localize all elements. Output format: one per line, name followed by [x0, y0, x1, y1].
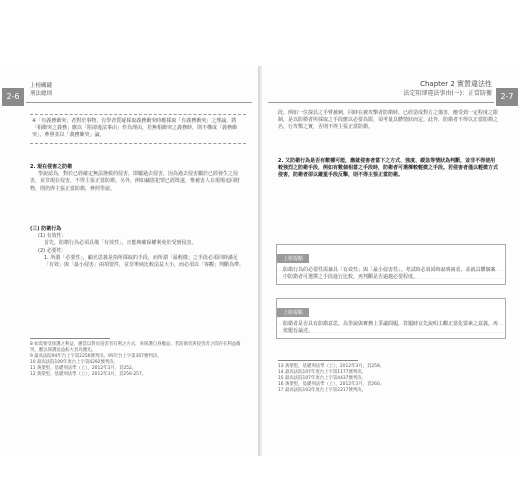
page-number-right: 2-7: [496, 88, 518, 106]
footnote: 9 最高法院94年台上字第2256號判決、95年台上字第307號判決。: [30, 354, 162, 359]
footnote: 10 最高法院100年度台上字第4292號判決。: [30, 360, 119, 365]
hint-title-2: 上榜提點: [277, 308, 309, 317]
header-left-line1: 上榜關鍵: [30, 83, 53, 89]
header-left-line2: 刑法總則: [30, 91, 53, 97]
footnote: 11 黃榮堅，基礎刑法學（上），2012年3月，頁252。: [30, 366, 137, 371]
hint-box-2: [276, 298, 506, 339]
footnote-rule-left: [30, 338, 110, 339]
footnote: 14 最高法院107年度台上字第1177號判決。: [278, 370, 367, 375]
left-page: [0, 66, 259, 456]
header-rule-right: [268, 102, 494, 103]
page-number-left: 2-6: [2, 88, 24, 106]
item-3-title: (三) 防衛行為: [30, 226, 62, 232]
header-right-line1: Chapter 2 實質違法性: [420, 80, 492, 88]
hint-body-1: 防衛行為的必要性需兼具「有效性」與「最小侵害性」，考試時必須同時說明兩者，並就具體個案中防衛者可選擇之手段進行比較，再判斷是否逾越必要程度。: [277, 264, 505, 284]
running-header-right: [403, 80, 492, 98]
section-3: [30, 226, 244, 269]
running-header-left: [30, 82, 52, 98]
footnote-rule-right: [278, 360, 358, 361]
hint-title-1: 上榜提點: [277, 254, 309, 263]
footnote: 17 最高法院103年度台上字第2217號判決。: [278, 388, 367, 393]
item-3-sub2: (2) 必要性：: [38, 247, 67, 254]
footnotes-left: [30, 342, 244, 378]
section-2: [30, 164, 244, 193]
footnote: 12 黃榮堅，基礎刑法學（上），2012年3月，頁256-257。: [30, 372, 147, 377]
footnote: 16 黃榮堅，基礎刑法學（上），2012年3月，頁260。: [278, 382, 385, 387]
item-2-title: 2. 現在侵害之防衛: [30, 164, 73, 170]
hint-body-2: 防衛者是否具有防衛意思，為學說與實務上爭議問題，答題時宜先說明主觀正當化要素之意義，再依題旨論述。: [277, 318, 505, 338]
footnote: 13 黃榮堅，基礎刑法學（上），2012年3月，頁258。: [278, 364, 385, 369]
book-spread: [0, 66, 520, 456]
item-3-sub2-body: 1. 所謂「必要性」，顧名思義是指所採取的手段，而所謂「最輕微」之手段必須同時滿足「有效」與「最小侵害」兩項要件，並非單純比較法益大小，而必須以「客觀」判斷為準。: [44, 254, 245, 269]
item-3-sub1-body: 首先，防衛行為必須具備「有效性」，且能夠確保權利免於受到侵害。: [44, 240, 197, 247]
item-2-body: 學說認為，對於已經確定無法挽救的侵害，即屬過去侵害，因為過去侵害屬於已經發生之侵害，並非現在侵害，不得主張正當防衛。另外，例如竊盜犯罪已經既遂，惟被害人在現場追回財物，則仍得主張正當防衛，參照學說。: [30, 171, 241, 192]
top-paragraph: 段。例如一位探員之手臂被刺，同時在被攻擊者防衛時，已經造成對方之傷害，應受到一定程度之限制，是以防衛者所採取之手段應以必要為限，須考量具體情狀而定。此外，防衛者不得以正當防衛之名，行攻擊之實，否則不得主張正當防衛。: [278, 110, 499, 131]
footnote: 15 最高法院107年度台上字第4437號判決。: [278, 376, 367, 381]
header-right-line2: 法定阻卻違法事由(一)：正當防衛: [403, 90, 492, 97]
right-page: [262, 66, 520, 456]
hint-box-1: [276, 244, 506, 285]
header-rule-left: [26, 102, 252, 103]
footnotes-right: [278, 364, 500, 394]
footnote: 8 如需要受保護之利益，應當以對於侵害者有利之方式，來保護自身權益；若防衛者與侵害者之間存在利益衝突，應以保護法益較大者為優先。: [30, 342, 241, 353]
note-box: ※「有義務衝突」者對於事物，有學者質疑採取義務衝突時應採取「有義務衝突」之理論，將「相衝突之義務」應以「阻卻違法事由」作為理由，若無相衝突之義務時，則不構成「義務衝突」，參照並以「義務衝突」論。: [30, 114, 246, 144]
item-3-sub1: (1) 有效性：: [38, 233, 67, 240]
bold-item: 2. 又防衛行為是否有數種可能，應就侵害者當下之方式、強度、緩急等情狀為判斷，並非不得使用較強烈之防衛手段，例如有數個相當之手段時，防衛者可選擇較輕微之手段。若侵害者僅以輕微方式侵害，防衛者卻以嚴重手段反擊，則不得主張正當防衛。: [278, 158, 499, 179]
